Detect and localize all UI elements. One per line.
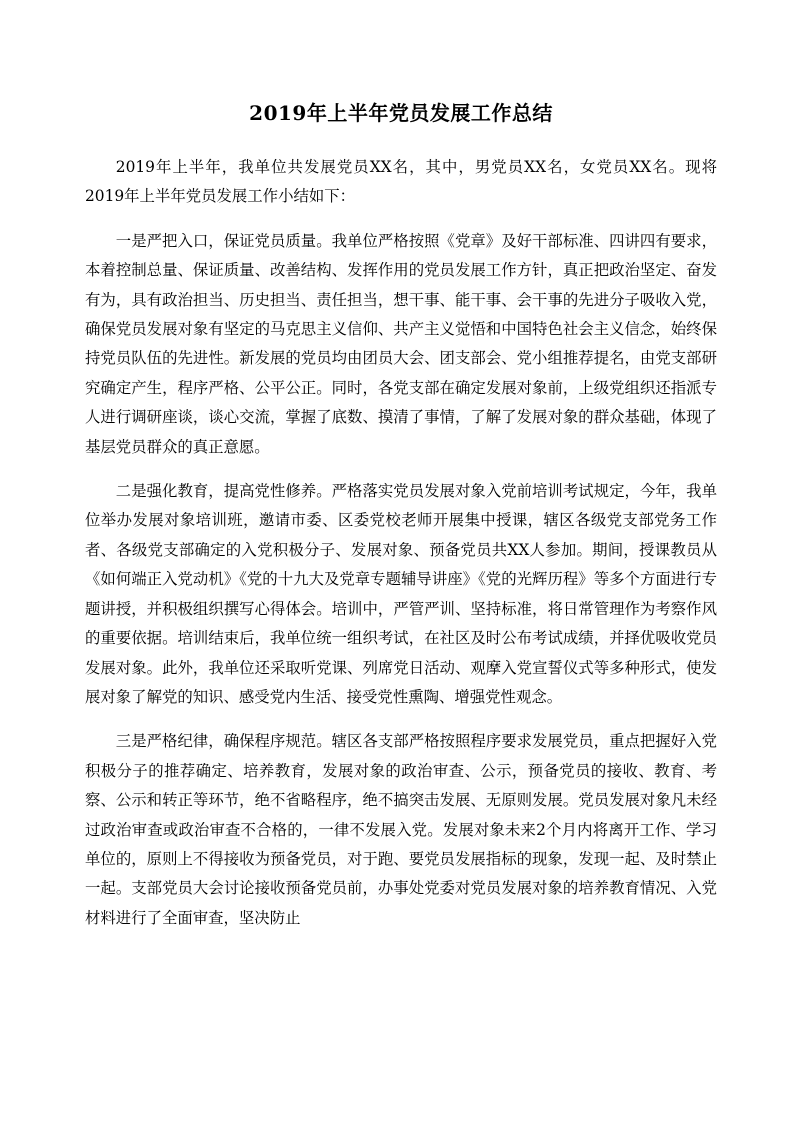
paragraph-intro: 2019年上半年，我单位共发展党员XX名，其中，男党员XX名，女党员XX名。现将2019年上半年党员发展工作小结如下：: [85, 158, 717, 206]
paragraph-entry-quality: 一是严把入口，保证党员质量。我单位严格按照《党章》及好干部标准、四讲四有要求，本着控制总量、保证质量、改善结构、发挥作用的党员发展工作方针，真正把政治坚定、奋发有为，具有政治担当、历史担当、责任担当，想干事、能干事、会干事的先进分子吸收入党，确保党员发展对象有坚定的马克思主义信仰、共产主义觉悟和中国特色社会主义信念，始终保持党员队伍的先进性。新发展的党员均由团员大会、团支部会、党小组推荐提名，由党支部研究确定产生，程序严格、公平公正。同时，各党支部在确定发展对象前，上级党组织还指派专人进行调研座谈，谈心交流，掌握了底数、摸清了事情，了解了发展对象的群众基础，体现了基层党员群众的真正意愿。: [85, 231, 717, 456]
paragraph-discipline: 三是严格纪律，确保程序规范。辖区各支部严格按照程序要求发展党员，重点把握好入党积极分子的推荐确定、培养教育，发展对象的政治审查、公示，预备党员的接收、教育、考察、公示和转正等环节，绝不省略程序，绝不搞突击发展、无原则发展。党员发展对象凡未经过政治审查或政治审查不合格的，一律不发展入党。发展对象未来2个月内将离开工作、学习单位的，原则上不得接收为预备党员，对于跑、要党员发展指标的现象，发现一起、及时禁止一起。支部党员大会讨论接收预备党员前，办事处党委对党员发展对象的培养教育情况、入党材料进行了全面审查，坚决防止: [85, 732, 717, 927]
document-body: [85, 153, 717, 933]
document-title: 2019年上半年党员发展工作总结: [249, 101, 553, 125]
paragraph-education: 二是强化教育，提高党性修养。严格落实党员发展对象入党前培训考试规定，今年，我单位举办发展对象培训班，邀请市委、区委党校老师开展集中授课，辖区各级党支部党务工作者、各级党支部确定的入党积极分子、发展对象、预备党员共XX人参加。期间，授课教员从《如何端正入党动机》《党的十九大及党章专题辅导讲座》《党的光辉历程》等多个方面进行专题讲授，并积极组织撰写心得体会。培训中，严管严训、坚持标准，将日常管理作为考察作风的重要依据。培训结束后，我单位统一组织考试，在社区及时公布考试成绩，并择优吸收党员发展对象。此外，我单位还采取听党课、列席党日活动、观摩入党宣誓仪式等多种形式，使发展对象了解党的知识、感受党内生活、接受党性熏陶、增强党性观念。: [85, 482, 717, 706]
